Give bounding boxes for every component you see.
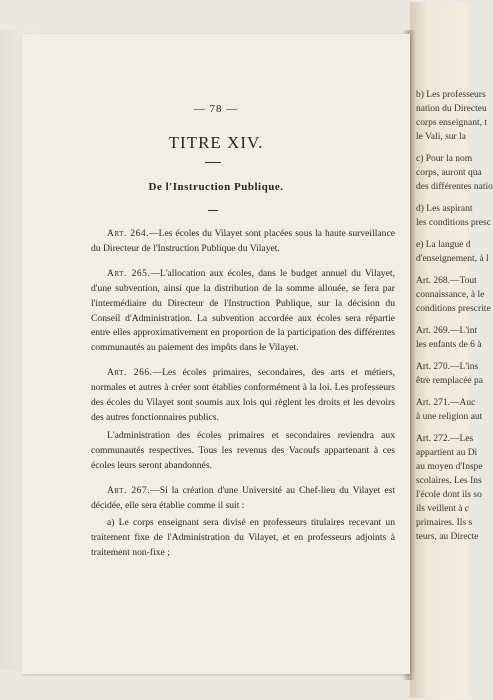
article-text: L'administration des écoles primaires et secondaires reviendra aux communautés respectives. Tous les revenus des Vacoufs appartenant à ces écoles leurs seront abandonnés. [91,429,395,471]
title-rule [205,162,221,163]
facing-page-line: les enfants de 6 à [416,340,482,350]
facing-page-line: l'école dont ils so [416,490,482,500]
facing-page-line: Art. 270.—L'ins [416,362,479,372]
page-number: — 78 — [193,103,239,115]
facing-page-line: au moyen d'Inspe [416,462,483,472]
facing-page-line: des différentes natio [416,182,493,192]
article-266-continued [91,429,395,474]
section-subtitle: De l'Instruction Publique. [148,181,284,193]
article-label: Art. 264. [107,228,150,239]
body-text [91,227,395,571]
facing-page-line: Art. 269.—L'int [416,326,478,336]
facing-page-line: conditions prescrite [416,304,491,314]
article-264 [91,227,395,257]
article-text: —L'allocation aux écoles, dans le budget annuel du Vilayet, d'une subvention, ainsi que la distribution de la somme allouée, se fera par l'intermédiaire du Directeur de l'Instruction Publique, sur la décision du Conseil d'Administration. La subvention accordée aux écoles sera répartie entre elles approximativement en proportion de la participation des différentes communautés au paiement des impôts dans le Vilayet. [91,267,395,354]
facing-page-line: primaires. Ils s [416,518,473,528]
article-266 [91,366,395,426]
facing-page-line: les conditions presc [416,218,491,228]
facing-page-line: à une religion aut [416,412,483,422]
facing-page-line: b) Les professeurs [416,90,486,100]
subtitle-rule [208,210,218,211]
facing-page-line: nation du Directeu [416,104,487,114]
article-text: —Si la création d'une Université au Chef-lieu du Vilayet est décidée, elle sera établie comme il suit : [91,484,395,511]
article-label: Art. 266. [107,367,153,379]
article-label: Art. 265. [107,267,151,279]
facing-page-line: e) La langue d [416,240,471,250]
facing-page-line: Art. 271.—Auc [416,398,476,408]
facing-page-line: le Vali, sur la [416,132,466,142]
facing-page-line: Art. 272.—Les [416,434,474,444]
facing-page-line: teurs, au Directe [416,532,479,542]
facing-page [410,2,493,698]
article-265 [91,267,395,356]
facing-page-line: être remplacée pa [416,376,483,386]
facing-page-line: appartient au Di [416,448,478,458]
article-text: —Les écoles primaires, secondaires, des arts et métiers, normales et autres à créer sont établies conformément à la loi. Les professeurs des écoles du Vilayet sont soumis aux lois qui règlent les droits et les devoirs des autres fonctionnaires publics. [91,367,395,423]
page-title: TITRE XIV. [168,133,264,152]
facing-page-line: d) Les aspirant [416,204,473,214]
facing-page-line: connaissance, à le [416,290,485,300]
facing-page-line: Art. 268.—Tout [416,276,477,286]
article-label: Art. 267. [107,484,151,496]
facing-page-line: corps, auront qua [416,168,482,178]
facing-page-line: c) Pour la nom [416,154,473,164]
book-page [22,34,410,674]
article-267-item-a [91,516,395,561]
article-text: —Les écoles du Vilayet sont placées sous la haute surveillance du Directeur de l'Instruction Publique du Vilayet. [91,228,395,254]
facing-page-line: corps enseignant, t [416,118,487,128]
facing-page-line: scolaires. Les Ins [416,476,482,486]
facing-page-line: ils veillent à c [416,504,470,514]
article-text: a) Le corps enseignant sera divisé en professeurs titulaires recevant un traitement fixe de l'Administration du Vilayet, et en professeurs adjoints à traitement non-fixe ; [91,517,395,559]
facing-page-line: d'enseignement, à l [416,254,489,264]
article-267 [91,484,395,514]
